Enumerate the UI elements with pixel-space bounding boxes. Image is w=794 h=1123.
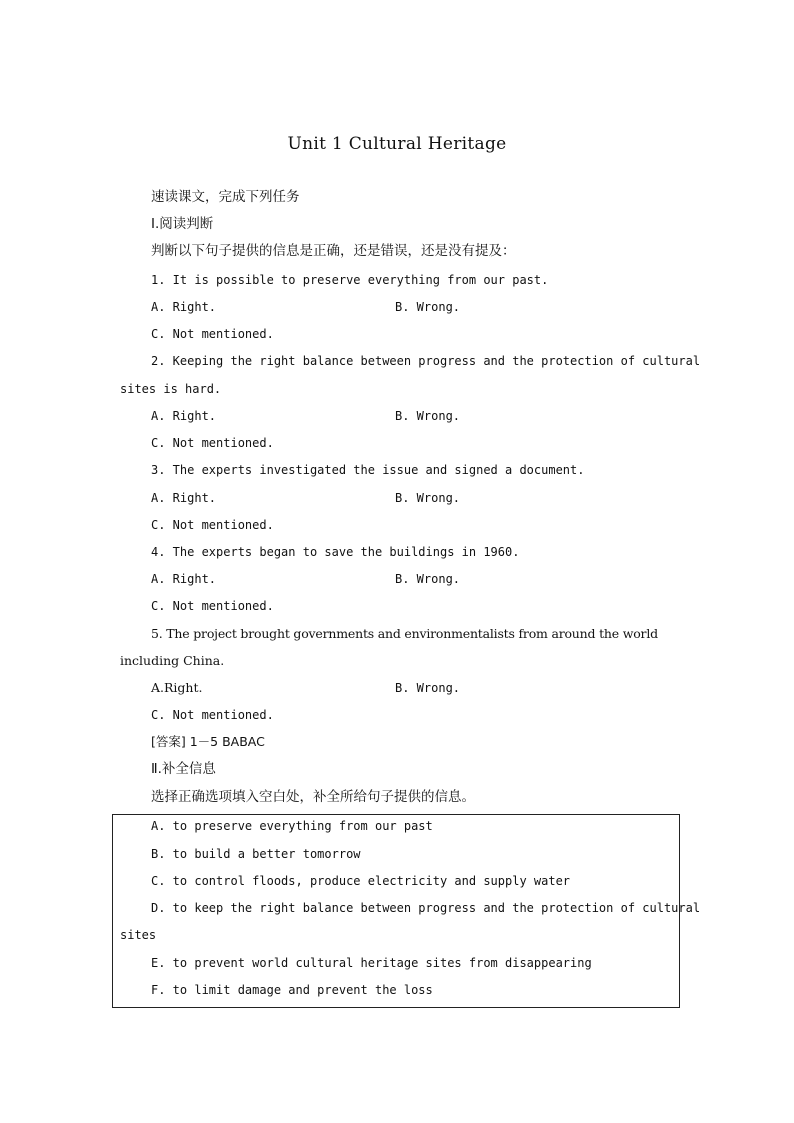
question-1: 1. It is possible to preserve everything from our past. (151, 273, 549, 287)
box-option-f: F. to limit damage and prevent the loss (151, 983, 433, 997)
question-4: 4. The experts began to save the buildings in 1960. (151, 545, 520, 559)
q5-option-b: B. Wrong. (395, 681, 461, 695)
instruction: 速读课文，完成下列任务 (151, 189, 300, 205)
q5-option-c: C. Not mentioned. (151, 708, 274, 722)
q2-option-c: C. Not mentioned. (151, 436, 274, 450)
q3-option-b: B. Wrong. (395, 491, 461, 505)
section2-prompt: 选择正确选项填入空白处，补全所给句子提供的信息。 (151, 789, 475, 805)
section1-prompt: 判断以下句子提供的信息是正确，还是错误，还是没有提及： (151, 243, 516, 259)
page-title: Unit 1 Cultural Heritage (287, 134, 507, 154)
q3-option-a: A. Right. (151, 491, 217, 505)
q4-option-c: C. Not mentioned. (151, 599, 274, 613)
q3-option-c: C. Not mentioned. (151, 518, 274, 532)
box-option-e: E. to prevent world cultural heritage sites from disappearing (151, 956, 592, 970)
question-2-cont: sites is hard. (120, 382, 222, 396)
q5-option-a: A.Right. (151, 680, 203, 695)
section1-heading: Ⅰ.阅读判断 (151, 216, 214, 232)
section2-heading: Ⅱ.补全信息 (151, 761, 216, 777)
answer-key: [答案] 1－5 BABAC (151, 734, 265, 749)
q1-option-a: A. Right. (151, 300, 217, 314)
q4-option-a: A. Right. (151, 572, 217, 586)
box-option-c: C. to control floods, produce electricity and supply water (151, 874, 571, 888)
question-5: 5. The project brought governments and environmentalists from around the world (151, 626, 658, 641)
box-option-a: A. to preserve everything from our past (151, 819, 433, 833)
q2-option-a: A. Right. (151, 409, 217, 423)
q1-option-c: C. Not mentioned. (151, 327, 274, 341)
question-2: 2. Keeping the right balance between progress and the protection of cultural (151, 354, 701, 368)
q1-option-b: B. Wrong. (395, 300, 461, 314)
box-option-d-cont: sites (120, 928, 157, 942)
q4-option-b: B. Wrong. (395, 572, 461, 586)
box-option-d: D. to keep the right balance between progress and the protection of cultural (151, 901, 701, 915)
box-option-b: B. to build a better tomorrow (151, 847, 361, 861)
question-5-cont: including China. (120, 653, 225, 668)
q2-option-b: B. Wrong. (395, 409, 461, 423)
question-3: 3. The experts investigated the issue and signed a document. (151, 463, 585, 477)
